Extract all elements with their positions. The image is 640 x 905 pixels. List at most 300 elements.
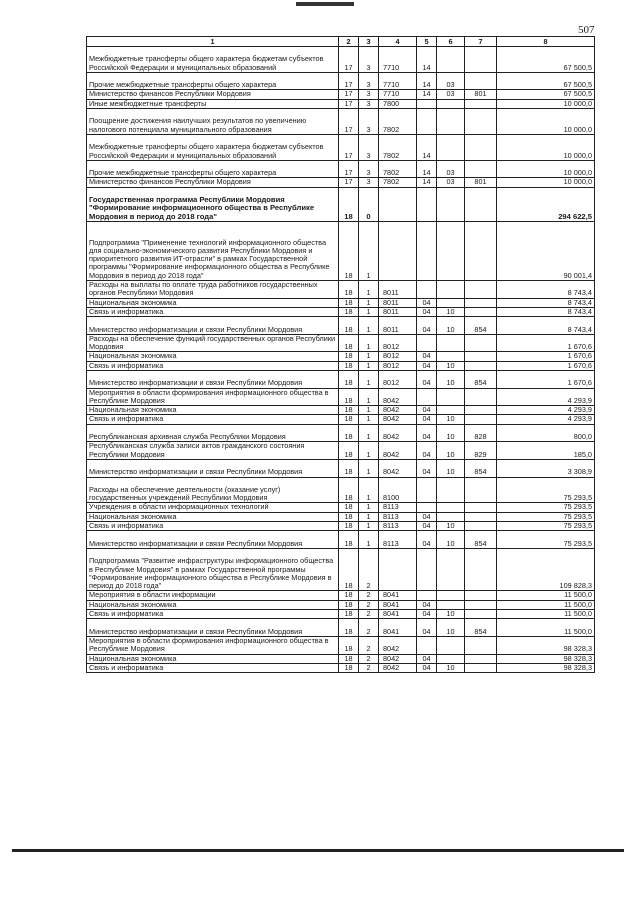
cell-code-2: 18 (339, 361, 359, 370)
cell-code-4: 8042 (379, 663, 417, 672)
cell-code-4: 7802 (379, 134, 417, 160)
cell-code-4: 8041 (379, 610, 417, 619)
cell-code-6: 10 (437, 610, 465, 619)
cell-code-2: 18 (339, 307, 359, 316)
table-row (87, 477, 595, 503)
table-row (87, 134, 595, 160)
cell-amount: 8 743,4 (497, 317, 595, 335)
cell-code-6 (437, 600, 465, 609)
cell-code-4: 8042 (379, 406, 417, 415)
col-header: 3 (359, 37, 379, 47)
cell-code-3: 3 (359, 178, 379, 187)
cell-code-3: 1 (359, 307, 379, 316)
cell-code-6 (437, 477, 465, 503)
cell-code-7 (465, 477, 497, 503)
cell-code-5: 04 (417, 531, 437, 549)
cell-code-5: 04 (417, 307, 437, 316)
cell-code-6: 10 (437, 371, 465, 389)
cell-amount: 11 500,0 (497, 591, 595, 600)
cell-code-6: 10 (437, 317, 465, 335)
cell-item-name: Национальная экономика (87, 512, 339, 521)
cell-code-7 (465, 415, 497, 424)
table-row (87, 388, 595, 406)
cell-code-2: 18 (339, 619, 359, 637)
cell-code-3: 2 (359, 663, 379, 672)
cell-code-7 (465, 654, 497, 663)
cell-code-4: 8041 (379, 600, 417, 609)
cell-code-2: 18 (339, 477, 359, 503)
cell-code-3: 1 (359, 512, 379, 521)
cell-code-5 (417, 503, 437, 512)
table-row (87, 406, 595, 415)
cell-item-name: Расходы на выплаты по оплате труда работников государственных органов Республики Мордовия (87, 281, 339, 299)
cell-code-3: 0 (359, 187, 379, 221)
table-row (87, 619, 595, 637)
cell-code-5: 04 (417, 424, 437, 442)
cell-code-3: 1 (359, 406, 379, 415)
cell-item-name: Государственная программа Республики Мордовия "Формирование информационного общества в Республике Мордовия в период до 2018 года" (87, 187, 339, 221)
cell-code-4: 8012 (379, 334, 417, 352)
cell-code-2: 18 (339, 406, 359, 415)
cell-code-5 (417, 109, 437, 135)
cell-code-6: 03 (437, 90, 465, 99)
cell-code-7 (465, 600, 497, 609)
cell-code-5: 04 (417, 352, 437, 361)
cell-code-5: 14 (417, 134, 437, 160)
cell-code-7: 854 (465, 619, 497, 637)
cell-code-5 (417, 221, 437, 280)
table-row (87, 531, 595, 549)
table-row (87, 187, 595, 221)
cell-code-3: 1 (359, 361, 379, 370)
table-row (87, 47, 595, 73)
cell-code-4: 8041 (379, 591, 417, 600)
cell-code-7 (465, 352, 497, 361)
table-row (87, 636, 595, 654)
table-row (87, 352, 595, 361)
table-row (87, 600, 595, 609)
header-row (87, 37, 595, 47)
cell-code-4: 8011 (379, 307, 417, 316)
cell-item-name: Министерство информатизации и связи Республики Мордовия (87, 459, 339, 477)
cell-code-7: 829 (465, 442, 497, 460)
cell-code-6: 10 (437, 442, 465, 460)
cell-amount: 67 500,5 (497, 72, 595, 90)
cell-amount: 8 743,4 (497, 307, 595, 316)
cell-code-5: 14 (417, 90, 437, 99)
cell-code-4: 8100 (379, 477, 417, 503)
cell-code-3: 3 (359, 90, 379, 99)
cell-code-6: 10 (437, 415, 465, 424)
cell-code-2: 17 (339, 47, 359, 73)
cell-code-2: 17 (339, 72, 359, 90)
cell-item-name: Республиканская служба записи актов гражданского состояния Республики Мордовия (87, 442, 339, 460)
cell-item-name: Министерство финансов Республики Мордовия (87, 90, 339, 99)
cell-amount: 98 328,3 (497, 636, 595, 654)
cell-code-5: 04 (417, 298, 437, 307)
cell-code-7 (465, 512, 497, 521)
cell-code-3: 2 (359, 548, 379, 591)
cell-code-7 (465, 361, 497, 370)
cell-code-2: 18 (339, 512, 359, 521)
cell-code-4: 7710 (379, 90, 417, 99)
cell-item-name: Прочие межбюджетные трансферты общего характера (87, 72, 339, 90)
cell-code-5: 04 (417, 522, 437, 531)
cell-code-5: 04 (417, 371, 437, 389)
cell-amount: 10 000,0 (497, 160, 595, 178)
cell-code-7 (465, 503, 497, 512)
cell-item-name: Подпрограмма "Применение технологий информационного общества для социально-экономического развития Республики Мордовия и приоритетного развития ИТ-отрасли" в рамках Государственной программы "Формирование информационного общества в Республике Мордовия в период до 2018 года" (87, 221, 339, 280)
cell-code-4: 8113 (379, 503, 417, 512)
cell-code-4: 7710 (379, 72, 417, 90)
cell-code-2: 18 (339, 442, 359, 460)
cell-code-4: 8042 (379, 424, 417, 442)
cell-code-7 (465, 298, 497, 307)
cell-code-4 (379, 548, 417, 591)
cell-item-name: Национальная экономика (87, 298, 339, 307)
col-header: 4 (379, 37, 417, 47)
cell-code-4: 7710 (379, 47, 417, 73)
cell-code-7 (465, 99, 497, 108)
cell-item-name: Связь и информатика (87, 663, 339, 672)
cell-code-2: 18 (339, 610, 359, 619)
cell-code-3: 1 (359, 424, 379, 442)
cell-code-7: 801 (465, 178, 497, 187)
table-row (87, 371, 595, 389)
cell-amount: 98 328,3 (497, 663, 595, 672)
cell-code-5: 04 (417, 610, 437, 619)
table-row (87, 317, 595, 335)
cell-code-5: 14 (417, 72, 437, 90)
cell-code-2: 18 (339, 503, 359, 512)
cell-code-2: 18 (339, 636, 359, 654)
cell-code-6 (437, 187, 465, 221)
cell-amount: 98 328,3 (497, 654, 595, 663)
table-row (87, 459, 595, 477)
table-row (87, 334, 595, 352)
cell-code-3: 3 (359, 99, 379, 108)
cell-amount: 1 670,6 (497, 361, 595, 370)
budget-table (86, 36, 595, 673)
cell-code-2: 18 (339, 281, 359, 299)
cell-code-3: 3 (359, 47, 379, 73)
cell-code-4: 8012 (379, 361, 417, 370)
cell-code-3: 2 (359, 619, 379, 637)
cell-code-2: 18 (339, 187, 359, 221)
cell-code-7 (465, 406, 497, 415)
cell-amount: 75 293,5 (497, 531, 595, 549)
cell-code-5: 04 (417, 415, 437, 424)
cell-item-name: Расходы на обеспечение деятельности (оказание услуг) государственных учреждений Республики Мордовия (87, 477, 339, 503)
cell-item-name: Министерство информатизации и связи Республики Мордовия (87, 531, 339, 549)
cell-code-4: 8012 (379, 352, 417, 361)
table-row (87, 221, 595, 280)
table-row (87, 72, 595, 90)
cell-code-3: 1 (359, 317, 379, 335)
cell-code-3: 1 (359, 522, 379, 531)
cell-item-name: Связь и информатика (87, 361, 339, 370)
cell-code-5 (417, 591, 437, 600)
cell-amount: 294 622,5 (497, 187, 595, 221)
cell-code-7 (465, 72, 497, 90)
cell-code-3: 1 (359, 477, 379, 503)
cell-code-6 (437, 134, 465, 160)
cell-code-7 (465, 388, 497, 406)
cell-code-5: 04 (417, 654, 437, 663)
cell-code-4: 8041 (379, 619, 417, 637)
cell-code-6 (437, 221, 465, 280)
cell-code-6: 03 (437, 178, 465, 187)
cell-code-3: 3 (359, 72, 379, 90)
cell-code-6 (437, 99, 465, 108)
cell-code-2: 18 (339, 352, 359, 361)
table-row (87, 512, 595, 521)
cell-item-name: Связь и информатика (87, 610, 339, 619)
cell-amount: 4 293,9 (497, 388, 595, 406)
table-row (87, 90, 595, 99)
cell-item-name: Министерство информатизации и связи Республики Мордовия (87, 619, 339, 637)
cell-amount: 109 828,3 (497, 548, 595, 591)
cell-code-3: 1 (359, 459, 379, 477)
cell-code-6: 10 (437, 361, 465, 370)
cell-code-5: 04 (417, 361, 437, 370)
cell-code-2: 18 (339, 334, 359, 352)
cell-code-4: 7802 (379, 178, 417, 187)
cell-code-2: 18 (339, 388, 359, 406)
cell-code-3: 1 (359, 531, 379, 549)
cell-code-2: 17 (339, 134, 359, 160)
table-row (87, 663, 595, 672)
cell-code-7: 828 (465, 424, 497, 442)
cell-code-2: 18 (339, 221, 359, 280)
cell-code-6 (437, 636, 465, 654)
cell-code-2: 17 (339, 99, 359, 108)
cell-code-7 (465, 663, 497, 672)
col-header: 6 (437, 37, 465, 47)
cell-code-3: 3 (359, 160, 379, 178)
cell-code-6: 10 (437, 307, 465, 316)
cell-amount: 1 670,6 (497, 334, 595, 352)
cell-code-7 (465, 334, 497, 352)
cell-code-7: 854 (465, 459, 497, 477)
cell-code-2: 18 (339, 298, 359, 307)
cell-code-3: 1 (359, 221, 379, 280)
cell-item-name: Подпрограмма "Развитие инфраструктуры информационного общества в Республике Мордовия" в рамках Государственной программы "Формирование информационного общества в Республике Мордовия в период до 2018 года" (87, 548, 339, 591)
cell-code-6 (437, 281, 465, 299)
cell-amount: 4 293,9 (497, 415, 595, 424)
cell-code-2: 18 (339, 591, 359, 600)
col-header: 1 (87, 37, 339, 47)
cell-code-2: 18 (339, 531, 359, 549)
cell-code-4: 8042 (379, 388, 417, 406)
cell-code-6 (437, 548, 465, 591)
cell-amount: 10 000,0 (497, 99, 595, 108)
table-row (87, 307, 595, 316)
cell-code-2: 18 (339, 654, 359, 663)
cell-code-4: 8113 (379, 531, 417, 549)
cell-code-2: 18 (339, 459, 359, 477)
cell-amount: 1 670,6 (497, 371, 595, 389)
cell-amount: 10 000,0 (497, 178, 595, 187)
cell-code-6 (437, 503, 465, 512)
cell-item-name: Министерство информатизации и связи Республики Мордовия (87, 317, 339, 335)
cell-code-4: 8011 (379, 298, 417, 307)
cell-code-7 (465, 281, 497, 299)
cell-code-4: 8042 (379, 636, 417, 654)
cell-code-3: 2 (359, 654, 379, 663)
cell-code-6: 10 (437, 424, 465, 442)
cell-amount: 8 743,4 (497, 281, 595, 299)
cell-item-name: Прочие межбюджетные трансферты общего характера (87, 160, 339, 178)
cell-code-4: 8012 (379, 371, 417, 389)
cell-item-name: Национальная экономика (87, 654, 339, 663)
table-row (87, 361, 595, 370)
cell-code-4: 7802 (379, 160, 417, 178)
cell-code-2: 18 (339, 317, 359, 335)
cell-code-3: 3 (359, 109, 379, 135)
cell-code-6: 10 (437, 522, 465, 531)
cell-code-7 (465, 610, 497, 619)
cell-code-6 (437, 654, 465, 663)
table-row (87, 160, 595, 178)
cell-code-5: 04 (417, 442, 437, 460)
cell-item-name: Межбюджетные трансферты общего характера бюджетам субъектов Российской Федерации и муниципальных образований (87, 47, 339, 73)
cell-item-name: Национальная экономика (87, 406, 339, 415)
cell-amount: 75 293,5 (497, 512, 595, 521)
cell-item-name: Национальная экономика (87, 600, 339, 609)
cell-amount: 800,0 (497, 424, 595, 442)
col-header: 2 (339, 37, 359, 47)
cell-amount: 75 293,5 (497, 477, 595, 503)
cell-code-2: 18 (339, 415, 359, 424)
cell-code-3: 3 (359, 134, 379, 160)
cell-code-7: 854 (465, 371, 497, 389)
cell-item-name: Иные межбюджетные трансферты (87, 99, 339, 108)
cell-code-4: 7800 (379, 99, 417, 108)
cell-code-6: 10 (437, 531, 465, 549)
cell-code-5 (417, 334, 437, 352)
table-row (87, 503, 595, 512)
cell-code-2: 18 (339, 600, 359, 609)
cell-item-name: Расходы на обеспечение функций государственных органов Республики Мордовия (87, 334, 339, 352)
cell-amount: 10 000,0 (497, 109, 595, 135)
cell-code-5 (417, 636, 437, 654)
cell-code-7: 854 (465, 531, 497, 549)
cell-code-4 (379, 187, 417, 221)
col-header: 8 (497, 37, 595, 47)
cell-code-2: 17 (339, 109, 359, 135)
cell-amount: 11 500,0 (497, 619, 595, 637)
table-row (87, 610, 595, 619)
table-row (87, 548, 595, 591)
cell-code-7 (465, 636, 497, 654)
cell-code-3: 1 (359, 281, 379, 299)
cell-code-7 (465, 591, 497, 600)
cell-code-5: 04 (417, 406, 437, 415)
cell-code-2: 18 (339, 663, 359, 672)
col-header: 7 (465, 37, 497, 47)
cell-code-2: 17 (339, 178, 359, 187)
cell-code-3: 2 (359, 600, 379, 609)
cell-item-name: Мероприятия в области формирования информационного общества в Республике Мордовия (87, 636, 339, 654)
cell-code-6 (437, 298, 465, 307)
cell-code-5: 04 (417, 512, 437, 521)
cell-code-3: 1 (359, 298, 379, 307)
table-row (87, 281, 595, 299)
cell-code-4: 8011 (379, 317, 417, 335)
table-row (87, 415, 595, 424)
cell-code-5: 04 (417, 600, 437, 609)
table-row (87, 178, 595, 187)
table-row (87, 424, 595, 442)
cell-code-5: 14 (417, 47, 437, 73)
cell-amount: 11 500,0 (497, 600, 595, 609)
cell-item-name: Министерство финансов Республики Мордовия (87, 178, 339, 187)
cell-code-6 (437, 352, 465, 361)
cell-code-3: 1 (359, 352, 379, 361)
cell-code-6 (437, 591, 465, 600)
table-row (87, 442, 595, 460)
cell-code-4 (379, 221, 417, 280)
cell-amount: 4 293,9 (497, 406, 595, 415)
col-header: 5 (417, 37, 437, 47)
cell-code-5: 04 (417, 317, 437, 335)
cell-code-3: 2 (359, 610, 379, 619)
table-row (87, 298, 595, 307)
cell-code-3: 1 (359, 415, 379, 424)
cell-code-5: 04 (417, 459, 437, 477)
table-row (87, 522, 595, 531)
cell-code-4: 7802 (379, 109, 417, 135)
scan-mark (296, 2, 354, 6)
cell-code-5: 04 (417, 663, 437, 672)
cell-amount: 1 670,6 (497, 352, 595, 361)
cell-code-3: 1 (359, 388, 379, 406)
cell-code-7 (465, 522, 497, 531)
cell-code-7 (465, 160, 497, 178)
cell-code-7: 854 (465, 317, 497, 335)
cell-code-5 (417, 548, 437, 591)
table-row (87, 99, 595, 108)
cell-code-4: 8042 (379, 459, 417, 477)
cell-amount: 8 743,4 (497, 298, 595, 307)
cell-code-5: 14 (417, 160, 437, 178)
cell-code-4: 8113 (379, 522, 417, 531)
cell-item-name: Поощрение достижения наилучших результатов по увеличению налогового потенциала муниципального образования (87, 109, 339, 135)
cell-code-5 (417, 281, 437, 299)
cell-code-2: 18 (339, 522, 359, 531)
cell-code-6: 10 (437, 619, 465, 637)
cell-item-name: Мероприятия в области информации (87, 591, 339, 600)
cell-code-7 (465, 47, 497, 73)
cell-code-2: 17 (339, 90, 359, 99)
cell-code-7 (465, 307, 497, 316)
cell-code-2: 18 (339, 548, 359, 591)
cell-code-6 (437, 388, 465, 406)
cell-code-6: 10 (437, 459, 465, 477)
table-row (87, 109, 595, 135)
table-body (87, 47, 595, 673)
page-number: 507 (578, 24, 595, 36)
cell-code-3: 1 (359, 503, 379, 512)
cell-code-7 (465, 221, 497, 280)
cell-amount: 90 001,4 (497, 221, 595, 280)
cell-code-2: 17 (339, 160, 359, 178)
cell-code-6: 10 (437, 663, 465, 672)
cell-code-2: 18 (339, 371, 359, 389)
cell-item-name: Национальная экономика (87, 352, 339, 361)
cell-code-4: 8042 (379, 654, 417, 663)
